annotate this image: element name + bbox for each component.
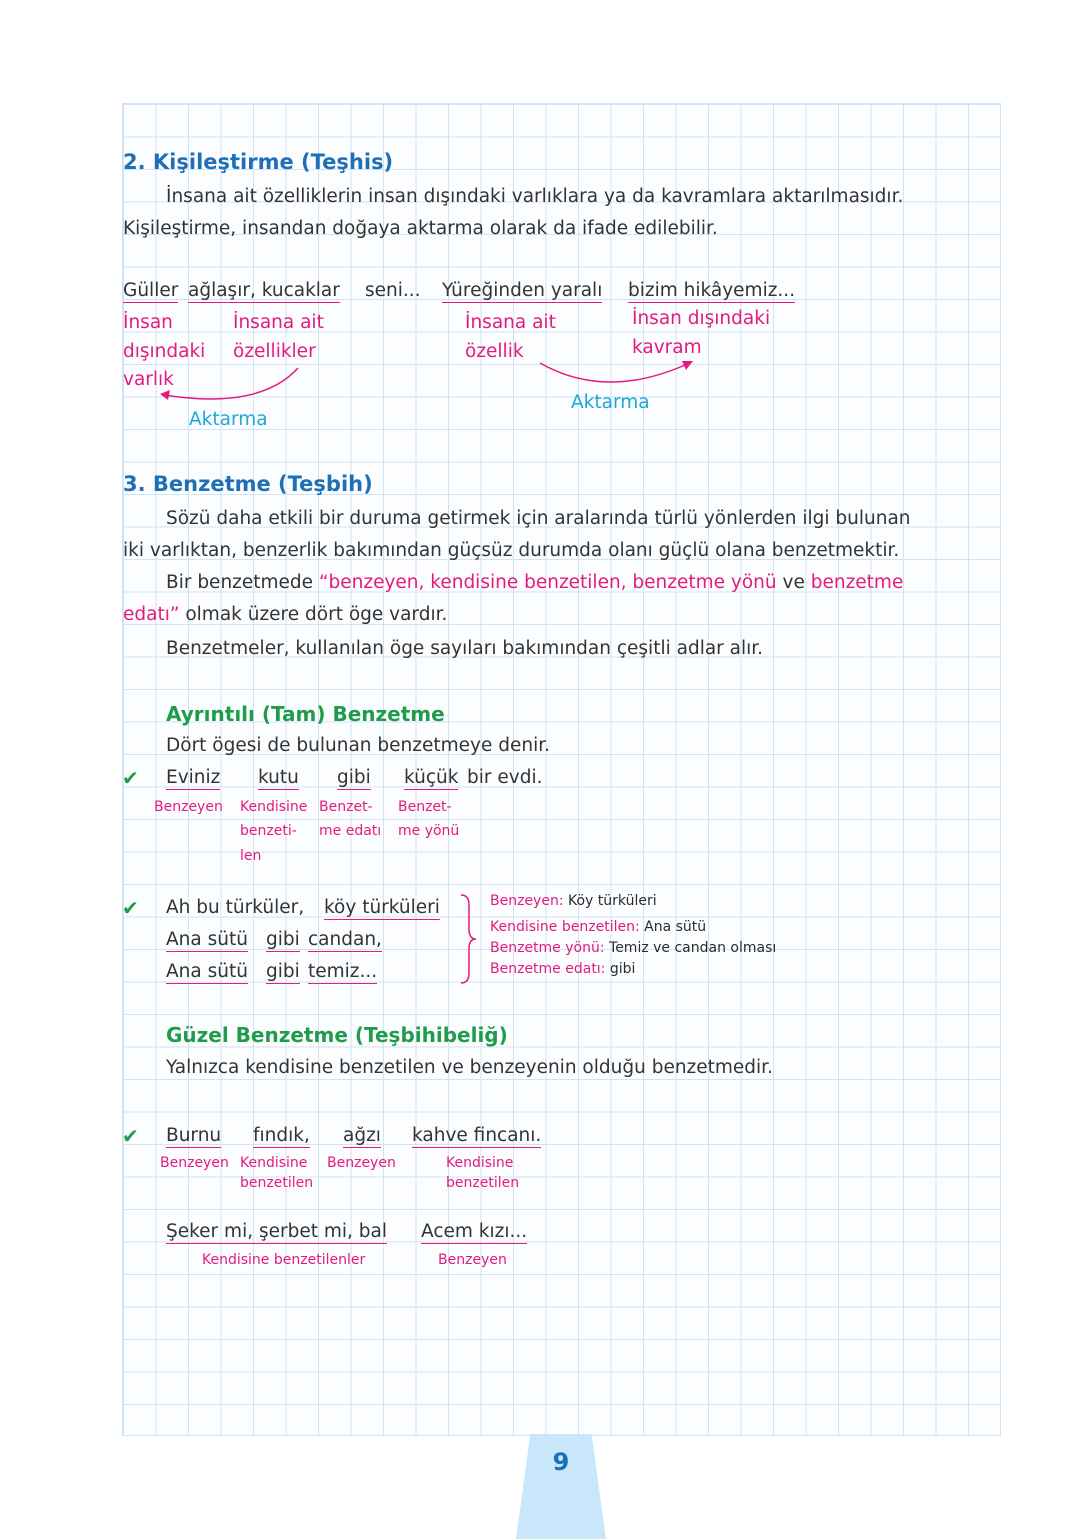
summary-key: Benzetme edatı: xyxy=(490,961,606,977)
summary-key: Benzeyen: xyxy=(490,893,564,909)
example-word: kutu xyxy=(258,767,299,788)
example-text: bir evdi. xyxy=(467,767,543,788)
example-word: Eviniz xyxy=(166,767,221,788)
example-word: gibi xyxy=(337,767,371,788)
label: Benzet- xyxy=(398,799,452,815)
label: özellik xyxy=(465,341,524,362)
arrow-label: Aktarma xyxy=(189,409,268,430)
label: Kendisine xyxy=(240,799,308,815)
label: Kendisine xyxy=(240,1155,308,1171)
label: özellikler xyxy=(233,341,316,362)
paragraph-line: Sözü daha etkili bir duruma getirmek için aralarında türlü yönlerden ilgi bulunan xyxy=(166,508,911,529)
label: dışındaki xyxy=(123,341,206,362)
example-word: fındık, xyxy=(253,1125,310,1146)
summary-key: Benzetme yönü: xyxy=(490,940,605,956)
label: benzeti- xyxy=(240,823,297,839)
text-highlight: benzetme xyxy=(810,572,904,593)
label: Benzeyen xyxy=(327,1155,396,1171)
label: Benzeyen xyxy=(160,1155,229,1171)
arrow-icon xyxy=(535,355,705,390)
label: len xyxy=(240,848,262,864)
label: me edatı xyxy=(319,823,382,839)
section-title-benzetme: 3. Benzetme (Teşbih) xyxy=(123,472,373,496)
label: Kendisine benzetilenler xyxy=(202,1252,366,1268)
paragraph-line: iki varlıktan, benzerlik bakımından güçsüz durumda olanı güçlü olana benzetmektir. xyxy=(123,540,900,561)
summary-row xyxy=(490,891,657,913)
paragraph-line: İnsana ait özelliklerin insan dışındaki varlıklara ya da kavramlara aktarılmasıdır. xyxy=(166,186,904,207)
poem-word: Ana sütü xyxy=(166,961,248,982)
arrow-icon xyxy=(150,362,310,412)
poem-word: temiz... xyxy=(308,961,378,982)
text-highlight: edatı” xyxy=(123,604,180,625)
example-word: Burnu xyxy=(166,1125,222,1146)
poem-word: Ana sütü xyxy=(166,929,248,950)
poem-word: gibi xyxy=(266,929,300,950)
check-icon: ✔ xyxy=(122,896,139,920)
label: İnsana ait xyxy=(233,312,324,333)
label: Kendisine xyxy=(446,1155,514,1171)
page-number: 9 xyxy=(552,1448,570,1476)
example-text: seni... xyxy=(365,280,421,301)
paragraph-line xyxy=(123,604,447,625)
poem-text: Ah bu türküler, xyxy=(166,897,305,918)
subsection-title: Güzel Benzetme (Teşbihibeliğ) xyxy=(166,1023,508,1047)
label: benzetilen xyxy=(240,1175,314,1191)
label: İnsan dışındaki xyxy=(632,308,771,329)
example-word: Güller xyxy=(123,280,179,301)
text: olmak üzere dört öge vardır. xyxy=(179,604,448,625)
check-icon: ✔ xyxy=(122,1124,139,1148)
paragraph-line: Kişileştirme, insandan doğaya aktarma olarak da ifade edilebilir. xyxy=(123,218,718,239)
example-word: ağzı xyxy=(343,1125,381,1146)
label: varlık xyxy=(123,369,174,390)
label: İnsana ait xyxy=(465,312,556,333)
summary-value: Köy türküleri xyxy=(568,893,657,909)
label: kavram xyxy=(632,337,702,358)
arrow-label: Aktarma xyxy=(571,392,650,413)
label: Benzet- xyxy=(319,799,373,815)
example-word: küçük xyxy=(404,767,459,788)
summary-row xyxy=(490,959,635,981)
text: Bir benzetmede xyxy=(166,572,319,593)
label: Benzeyen xyxy=(438,1252,507,1268)
example-word: Yüreğinden yaralı xyxy=(442,280,603,301)
summary-value: Ana sütü xyxy=(644,919,707,935)
example-word: kahve fincanı. xyxy=(412,1125,542,1146)
section-title-kisilestirme: 2. Kişileştirme (Teşhis) xyxy=(123,150,394,174)
example-word: bizim hikâyemiz... xyxy=(628,280,796,301)
poem-word: gibi xyxy=(266,961,300,982)
paragraph-line: Benzetmeler, kullanılan öge sayıları bakımından çeşitli adlar alır. xyxy=(166,638,764,659)
example-word: Şeker mi, şerbet mi, bal xyxy=(166,1221,387,1242)
paragraph-line: Yalnızca kendisine benzetilen ve benzeyenin olduğu benzetmedir. xyxy=(166,1057,773,1078)
paragraph-line: Dört ögesi de bulunan benzetmeye denir. xyxy=(166,735,551,756)
label: benzetilen xyxy=(446,1175,520,1191)
label: İnsan xyxy=(123,312,173,333)
summary-value: Temiz ve candan olması xyxy=(609,940,777,956)
poem-word: candan, xyxy=(308,929,382,950)
subsection-title: Ayrıntılı (Tam) Benzetme xyxy=(166,702,445,726)
poem-word: köy türküleri xyxy=(324,897,440,918)
brace-icon xyxy=(458,893,478,985)
paragraph-line xyxy=(166,572,903,593)
summary-row xyxy=(490,938,776,960)
example-word: Acem kızı... xyxy=(421,1221,528,1242)
check-icon: ✔ xyxy=(122,766,139,790)
text-highlight: “benzeyen, kendisine benzetilen, benzetme yönü xyxy=(318,572,777,593)
label: me yönü xyxy=(398,823,460,839)
label: Benzeyen xyxy=(154,799,223,815)
summary-key: Kendisine benzetilen: xyxy=(490,919,640,935)
text: ve xyxy=(776,572,811,593)
summary-row xyxy=(490,917,706,939)
example-word: ağlaşır, kucaklar xyxy=(188,280,340,301)
summary-value: gibi xyxy=(609,961,636,977)
